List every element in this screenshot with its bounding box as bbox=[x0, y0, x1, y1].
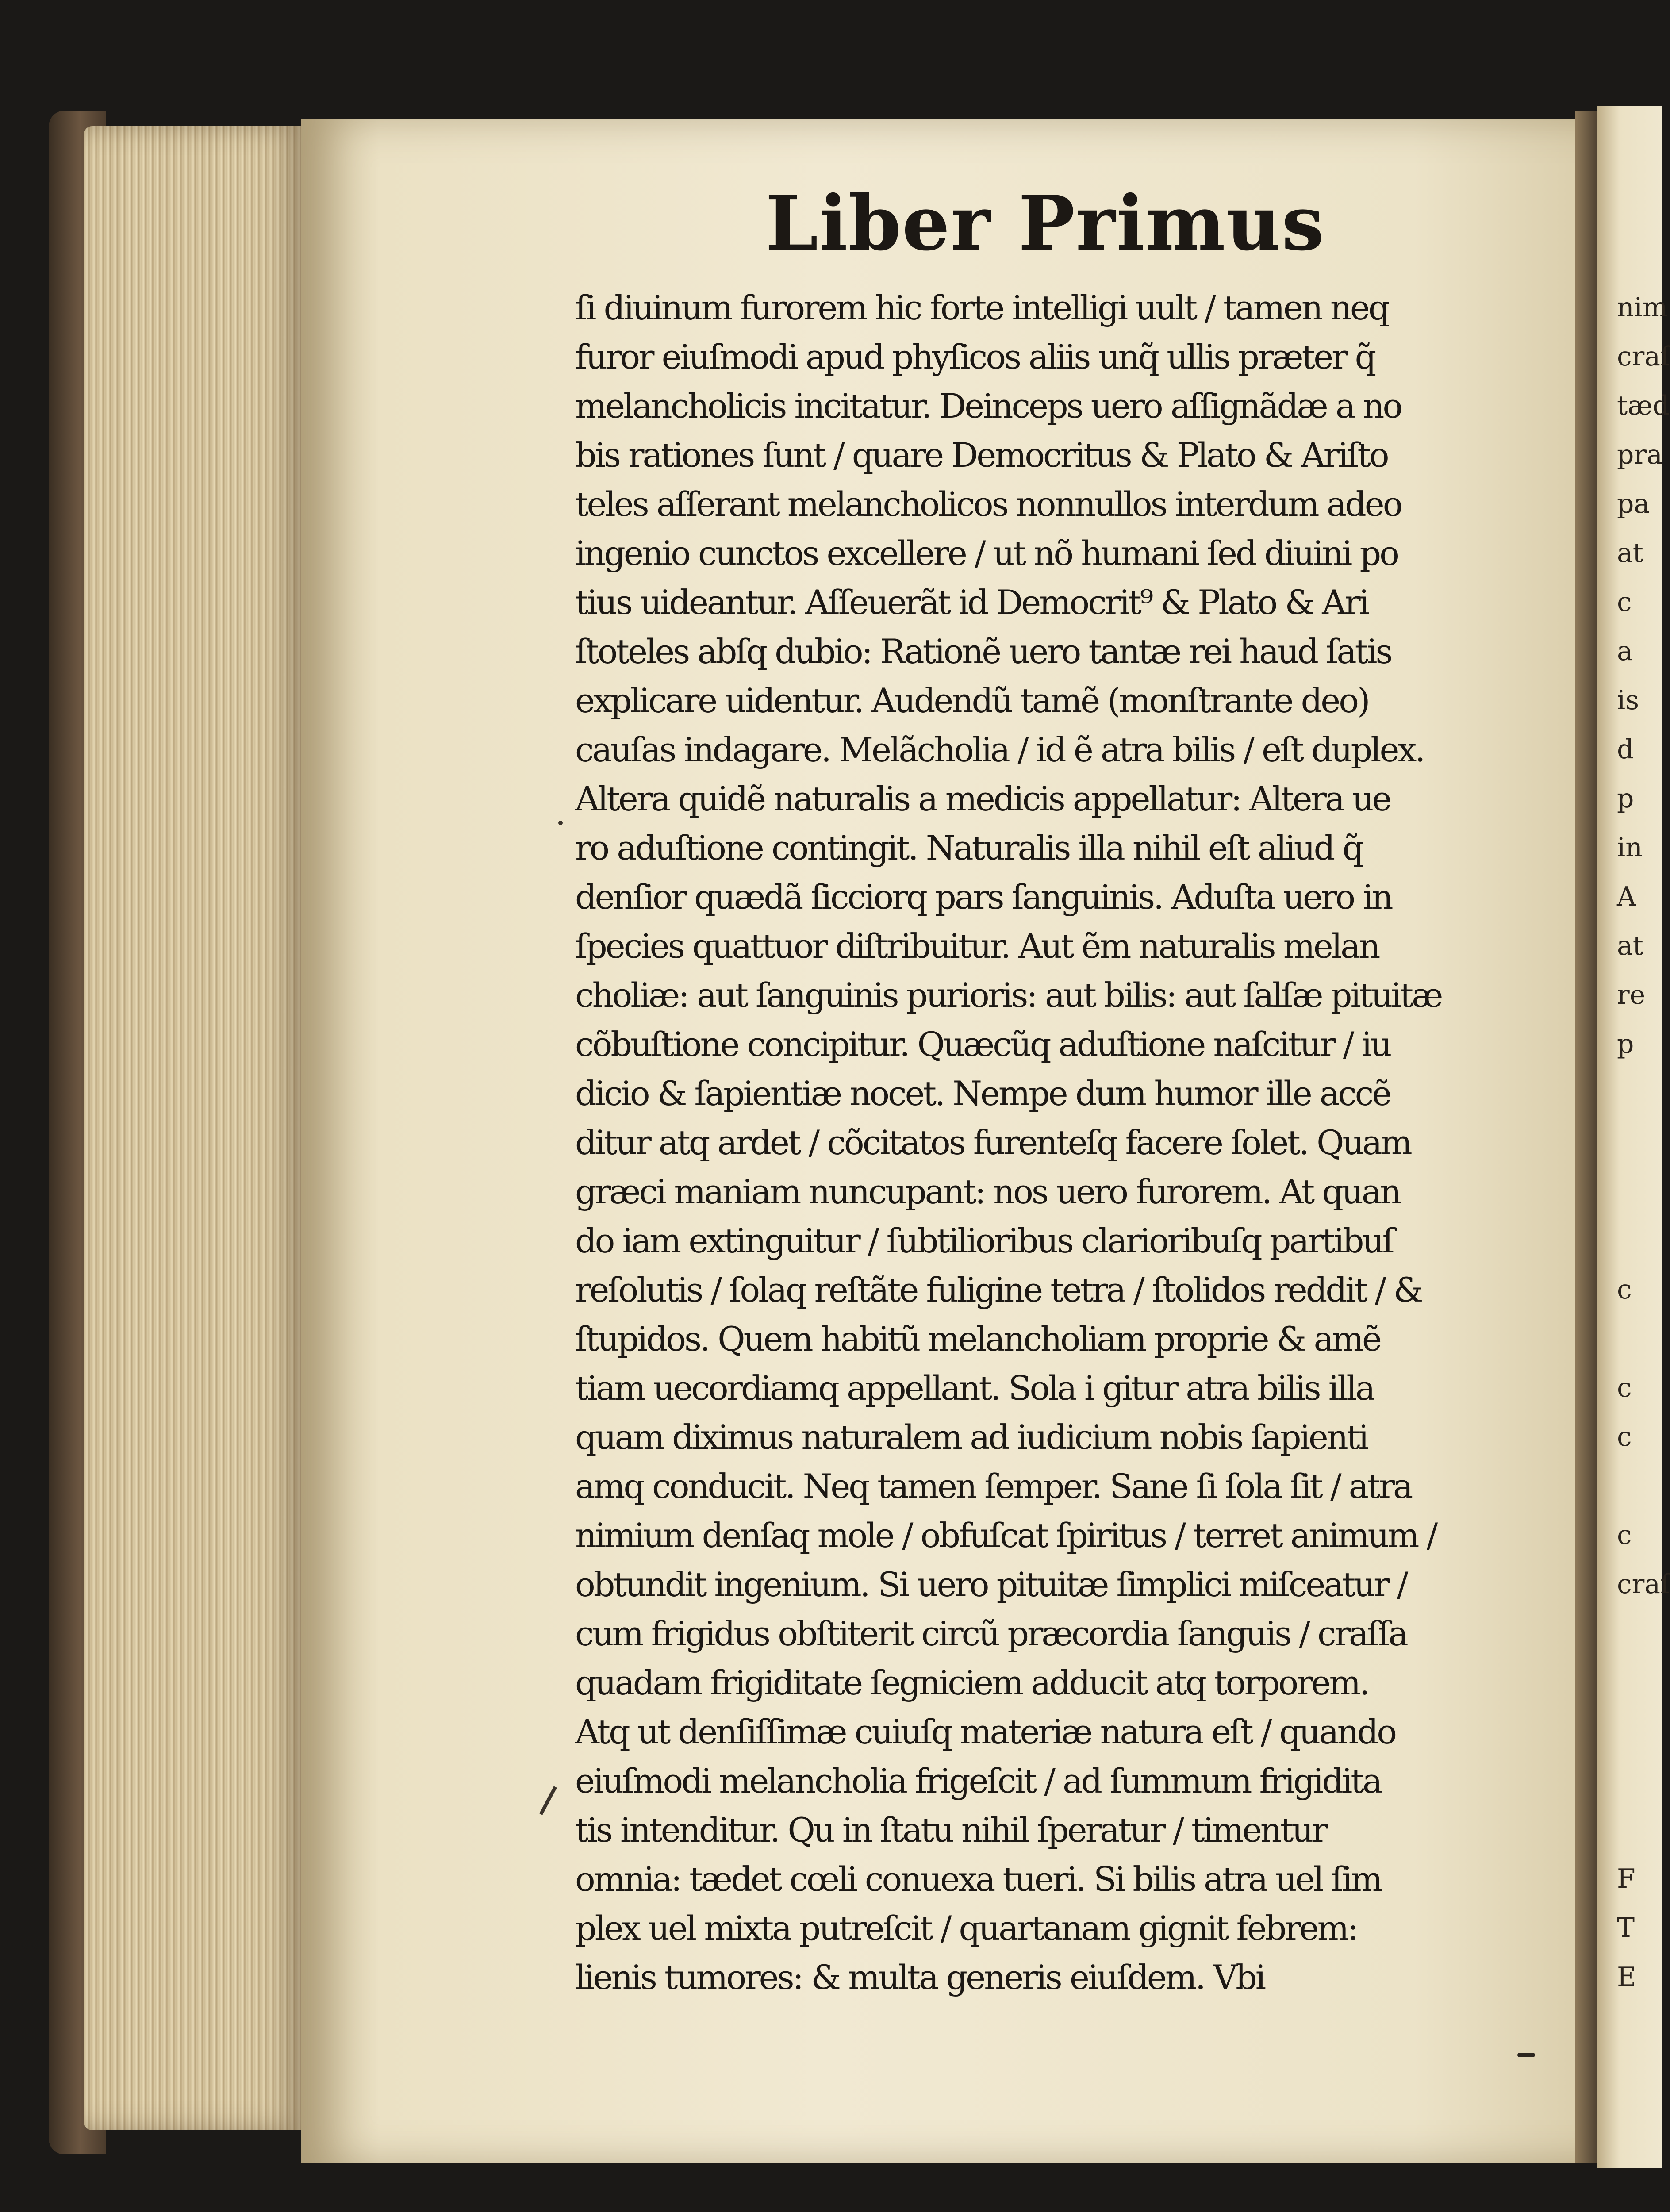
facing-page-fragment bbox=[1617, 1658, 1661, 1707]
facing-page-fragment: d bbox=[1617, 734, 1634, 765]
facing-page-fragment: c bbox=[1617, 1520, 1632, 1551]
facing-page-fragment: A bbox=[1617, 881, 1636, 912]
facing-page-fragment: in bbox=[1617, 832, 1643, 863]
text-line: furor eiuſmodi apud phyſicos aliis unq̃ ullis præter q̃ bbox=[575, 337, 1375, 376]
facing-page-fragment bbox=[1617, 1216, 1661, 1265]
body-text bbox=[575, 283, 1548, 2002]
facing-page-fragment: re bbox=[1617, 979, 1646, 1010]
facing-page-text bbox=[1617, 283, 1670, 2002]
page-edges bbox=[84, 126, 305, 2130]
text-line: eiuſmodi melancholia frigeſcit / ad ſummum frigidita bbox=[575, 1761, 1381, 1801]
facing-page-fragment bbox=[1617, 1167, 1661, 1216]
facing-page-fragment: is bbox=[1617, 685, 1639, 716]
text-line: tis intenditur. Qu in ſtatu nihil ſperatur / timentur bbox=[575, 1810, 1326, 1850]
text-line: quam diximus naturalem ad iudicium nobis ſapienti bbox=[575, 1417, 1367, 1457]
text-line: ſtoteles abſq dubio: Rationẽ uero tantæ rei haud ſatis bbox=[575, 632, 1391, 671]
facing-page-fragment bbox=[1617, 1609, 1661, 1658]
facing-page-fragment bbox=[1617, 1069, 1661, 1118]
facing-page-fragment: craſ bbox=[1617, 1569, 1670, 1600]
running-title: Liber Primus bbox=[765, 179, 1325, 268]
facing-page-fragment bbox=[1617, 1462, 1661, 1511]
text-line: reſolutis / ſolaq reſtãte fuligine tetra / ſtolidos reddit / & bbox=[575, 1270, 1422, 1310]
facing-page-fragment: p bbox=[1617, 1029, 1634, 1060]
facing-page-fragment: c bbox=[1617, 1372, 1632, 1403]
facing-page-fragment: F bbox=[1617, 1863, 1635, 1894]
text-line: omnia: tædet cœli conuexa tueri. Si bilis atra uel ſim bbox=[575, 1859, 1381, 1899]
facing-page-fragment: c bbox=[1617, 1274, 1632, 1305]
text-line: ditur atq ardet / cõcitatos furenteſq facere ſolet. Quam bbox=[575, 1123, 1411, 1162]
text-line: choliæ: aut ſanguinis purioris: aut bilis: aut ſalſæ pituitæ bbox=[575, 975, 1442, 1015]
facing-page-fragment bbox=[1617, 1805, 1661, 1855]
ink-smudge bbox=[1517, 2053, 1535, 2057]
facing-page-fragment: a bbox=[1617, 636, 1633, 667]
facing-page-fragment bbox=[1617, 1707, 1661, 1756]
text-line: Atq ut denſiſſimæ cuiuſq materiæ natura eſt / quando bbox=[575, 1712, 1395, 1751]
facing-page-fragment: tæd bbox=[1617, 390, 1670, 421]
facing-page-fragment: pra bbox=[1617, 439, 1662, 470]
text-line: denſior quædã ſicciorq pars ſanguinis. Aduſta uero in bbox=[575, 877, 1392, 917]
text-line: cum frigidus obſtiterit circũ præcordia ſanguis / craſſa bbox=[575, 1614, 1407, 1653]
text-line: tiam uecordiamq appellant. Sola i gitur atra bilis illa bbox=[575, 1368, 1374, 1408]
text-line: nimium denſaq mole / obfuſcat ſpiritus / terret animum / bbox=[575, 1516, 1436, 1555]
margin-mark bbox=[558, 821, 563, 825]
text-line: lienis tumores: & multa generis eiuſdem. Vbi bbox=[575, 1958, 1265, 1997]
facing-page-fragment: at bbox=[1617, 538, 1643, 568]
text-line: tius uideantur. Aſſeuerãt id Democrit⁹ & Plato & Ari bbox=[575, 583, 1368, 622]
text-line: amq conducit. Neq tamen ſemper. Sane ſi ſola ſit / atra bbox=[575, 1467, 1412, 1506]
facing-page-fragment: at bbox=[1617, 930, 1643, 961]
text-line: teles aſſerant melancholicos nonnullos interdum adeo bbox=[575, 484, 1401, 524]
text-line: græci maniam nuncupant: nos uero furorem. At quan bbox=[575, 1172, 1400, 1211]
text-line: ſtupidos. Quem habitũ melancholiam proprie & amẽ bbox=[575, 1319, 1380, 1359]
text-line: bis rationes ſunt / quare Democritus & Plato & Ariſto bbox=[575, 435, 1388, 475]
text-line: do iam extinguitur / ſubtilioribus clarioribuſq partibuſ bbox=[575, 1221, 1393, 1260]
text-line: obtundit ingenium. Si uero pituitæ ſimplici miſceatur / bbox=[575, 1565, 1407, 1604]
text-line: quadam frigiditate ſegniciem adducit atq torporem. bbox=[575, 1663, 1368, 1702]
facing-page-fragment bbox=[1617, 1314, 1661, 1363]
text-line: ro aduſtione contingit. Naturalis illa nihil eſt aliud q̃ bbox=[575, 828, 1363, 868]
facing-page-fragment: nim bbox=[1617, 292, 1668, 323]
text-line: plex uel mixta putreſcit / quartanam gignit febrem: bbox=[575, 1909, 1357, 1948]
text-line: dicio & ſapientiæ nocet. Nempe dum humor ille accẽ bbox=[575, 1074, 1390, 1113]
text-line: melancholicis incitatur. Deinceps uero aſſignãdæ a no bbox=[575, 386, 1401, 426]
facing-page-fragment bbox=[1617, 1118, 1661, 1167]
facing-page-fragment: pa bbox=[1617, 488, 1650, 519]
text-line: Altera quidẽ naturalis a medicis appellatur: Altera ue bbox=[575, 779, 1390, 818]
text-line: cõbuſtione concipitur. Quæcũq aduſtione naſcitur / iu bbox=[575, 1025, 1390, 1064]
text-line: ſpecies quattuor diſtribuitur. Aut ẽm naturalis melan bbox=[575, 926, 1379, 966]
facing-page-fragment: E bbox=[1617, 1962, 1636, 1993]
text-line: explicare uidentur. Audendũ tamẽ (monſtrante deo) bbox=[575, 681, 1369, 720]
text-line: cauſas indagare. Melãcholia / id ẽ atra bilis / eſt duplex. bbox=[575, 730, 1424, 769]
facing-page-fragment: T bbox=[1617, 1912, 1635, 1943]
facing-page-fragment: craſ bbox=[1617, 341, 1670, 372]
facing-page-fragment: c bbox=[1617, 587, 1632, 618]
text-line: ingenio cunctos excellere / ut nõ humani ſed diuini po bbox=[575, 534, 1398, 573]
facing-page-fragment: c bbox=[1617, 1421, 1632, 1452]
text-line: ſi diuinum furorem hic forte intelligi uult / tamen neq bbox=[575, 288, 1388, 327]
facing-page-fragment bbox=[1617, 1756, 1661, 1805]
facing-page-fragment: p bbox=[1617, 783, 1634, 814]
